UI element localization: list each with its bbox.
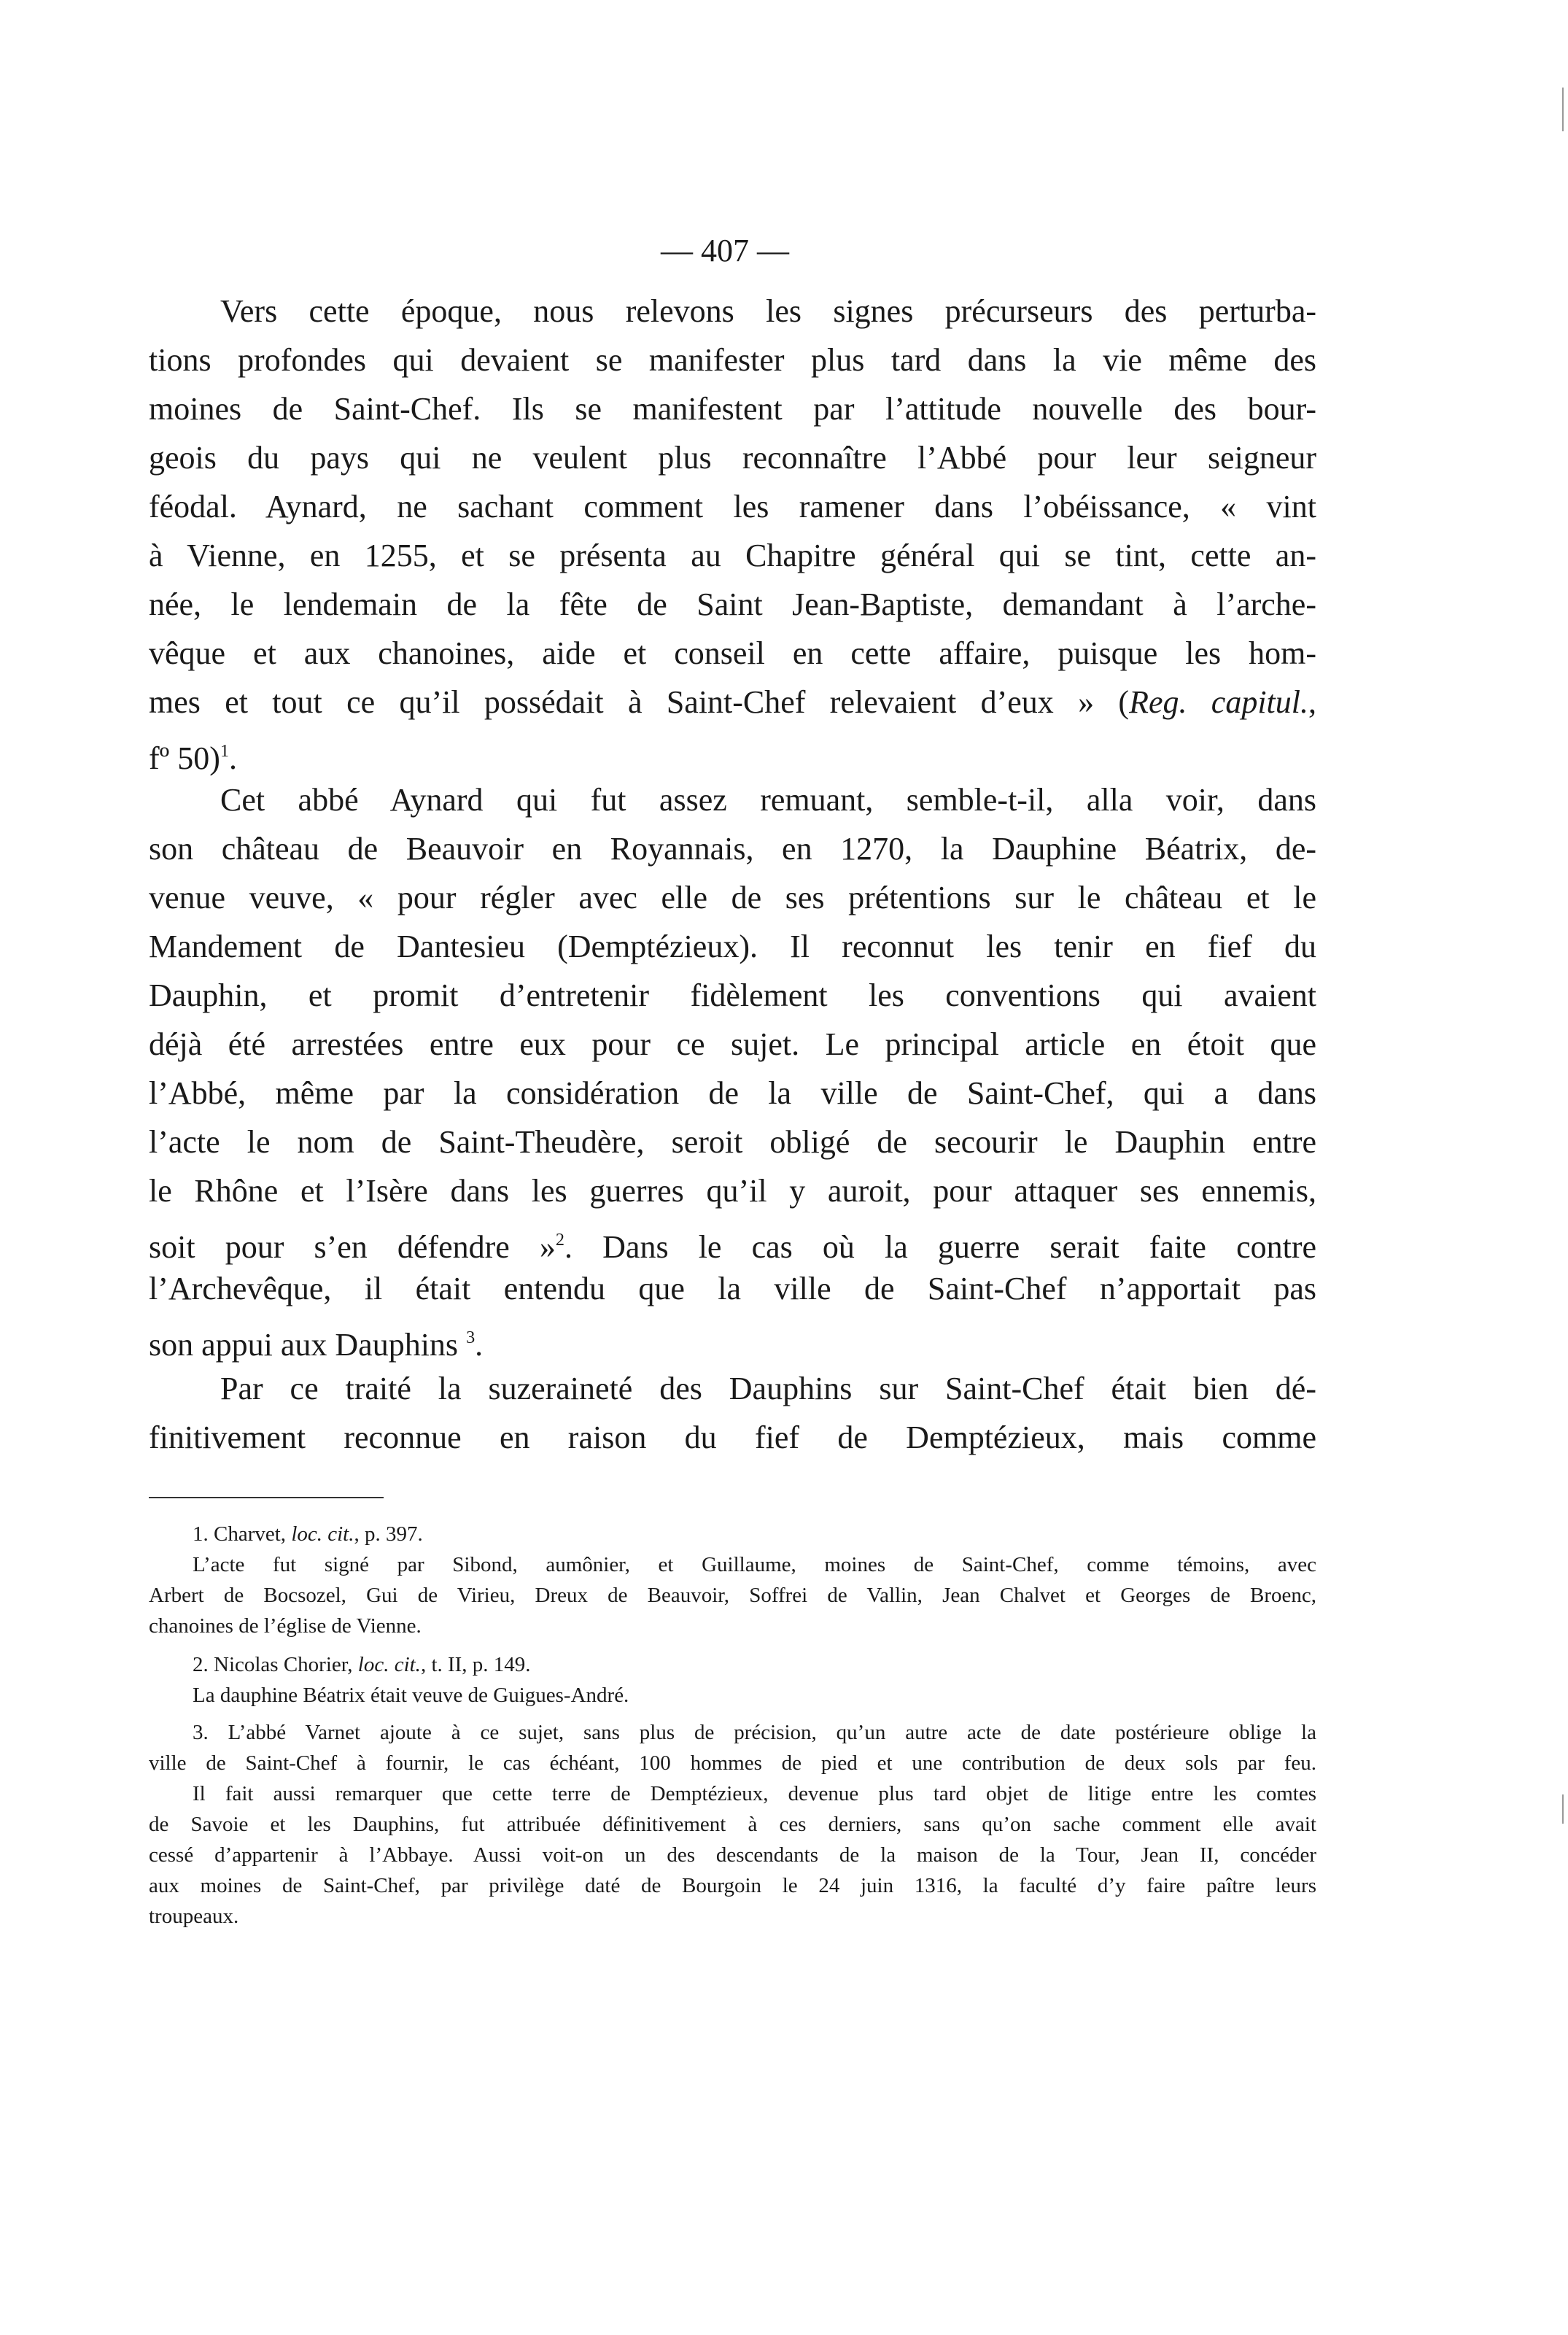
text-line — [149, 1748, 1316, 1778]
text-line — [149, 678, 1316, 727]
text-line — [149, 1264, 1316, 1313]
text-segment: , t. II, p. 149. — [420, 1653, 531, 1676]
italic-text: loc. cit. — [357, 1653, 421, 1676]
text-segment: geois du pays qui ne veulent plus reconnaître l’Abbé pour leur seigneur — [149, 440, 1316, 476]
paragraph — [149, 287, 1316, 775]
text-line — [149, 1717, 1316, 1748]
text-line — [149, 1611, 1316, 1641]
text-line — [149, 1215, 1316, 1264]
page-number: — 407 — — [661, 233, 789, 268]
text-line — [149, 433, 1316, 482]
text-segment: son château de Beauvoir en Royannais, en 1270, la Dauphine Béatrix, de- — [149, 831, 1316, 867]
text-line — [149, 580, 1316, 629]
text-line — [149, 1020, 1316, 1069]
text-line — [149, 1840, 1316, 1870]
text-line — [149, 1870, 1316, 1901]
text-line — [149, 971, 1316, 1020]
text-segment: de Savoie et les Dauphins, fut attribuée définitivement à ces derniers, sans qu’on sache comment elle avait — [149, 1813, 1316, 1836]
text-line — [149, 629, 1316, 678]
text-segment: Vers cette époque, nous relevons les signes précurseurs des perturba- — [220, 293, 1316, 329]
text-line — [149, 1413, 1316, 1462]
text-segment: Par ce traité la suzeraineté des Dauphins sur Saint-Chef était bien dé- — [220, 1371, 1316, 1406]
paragraph — [149, 1364, 1316, 1462]
text-segment: née, le lendemain de la fête de Saint Jean-Baptiste, demandant à l’arche- — [149, 586, 1316, 622]
text-line — [149, 336, 1316, 384]
text-line — [149, 1680, 1316, 1711]
text-segment: Mandement de Dantesieu (Demptézieux). Il reconnut les tenir en fief du — [149, 929, 1316, 964]
footnote-marker: 1 — [220, 741, 230, 761]
text-segment: fº 50) — [149, 740, 220, 776]
text-segment: cessé d’appartenir à l’Abbaye. Aussi voit-on un des descendants de la maison de la Tour, Jean II, concéder — [149, 1843, 1316, 1867]
text-line — [149, 873, 1316, 922]
text-line — [149, 1364, 1316, 1413]
text-segment: venue veuve, « pour régler avec elle de ses prétentions sur le château et le — [149, 880, 1316, 915]
text-segment: , — [1308, 684, 1317, 720]
text-segment: tions profondes qui devaient se manifester plus tard dans la vie même des — [149, 342, 1316, 378]
text-segment: finitivement reconnue en raison du fief de Demptézieux, mais comme — [149, 1420, 1316, 1455]
text-segment: soit pour s’en défendre » — [149, 1228, 556, 1265]
text-line — [149, 1166, 1316, 1215]
text-line — [149, 287, 1316, 336]
text-segment: moines de Saint-Chef. Ils se manifestent par l’attitude nouvelle des bour- — [149, 391, 1316, 427]
text-line — [149, 727, 1316, 775]
scan-edge-mark — [1562, 1794, 1564, 1824]
text-segment: 3. L’abbé Varnet ajoute à ce sujet, sans plus de précision, qu’un autre acte de date postérieure oblige la — [193, 1721, 1316, 1744]
text-segment: L’acte fut signé par Sibond, aumônier, et Guillaume, moines de Saint-Chef, comme témoins, avec — [193, 1553, 1316, 1576]
text-segment: ville de Saint-Chef à fournir, le cas échéant, 100 hommes de pied et une contribution de deux sols par feu. — [149, 1751, 1316, 1775]
footnote-marker: 3 — [466, 1328, 476, 1347]
text-segment: Arbert de Bocsozel, Gui de Virieu, Dreux de Beauvoir, Soffrei de Vallin, Jean Chalvet et Georges de Broenc, — [149, 1584, 1316, 1607]
text-segment: 2. Nicolas Chorier, — [193, 1653, 358, 1676]
text-segment: . — [475, 1326, 484, 1363]
text-segment: l’acte le nom de Saint-Theudère, seroit obligé de secourir le Dauphin entre — [149, 1124, 1316, 1160]
text-segment: 1. Charvet, — [193, 1522, 292, 1546]
footnote — [149, 1519, 1316, 1641]
text-line — [149, 1313, 1316, 1362]
text-segment: son appui aux Dauphins — [149, 1326, 467, 1363]
text-line — [149, 531, 1316, 580]
text-segment: , p. 397. — [354, 1522, 423, 1546]
text-segment: La dauphine Béatrix était veuve de Guigues-André. — [193, 1684, 629, 1707]
footnote — [149, 1717, 1316, 1932]
text-segment: déjà été arrestées entre eux pour ce sujet. Le principal article en étoit que — [149, 1026, 1316, 1062]
text-line — [149, 1901, 1316, 1932]
text-line — [149, 1118, 1316, 1166]
text-segment: l’Abbé, même par la considération de la ville de Saint-Chef, qui a dans — [149, 1075, 1316, 1111]
scan-edge-mark — [1562, 88, 1564, 131]
italic-text: loc. cit. — [291, 1522, 354, 1546]
text-segment: troupeaux. — [149, 1905, 239, 1928]
text-line — [149, 1778, 1316, 1809]
text-line — [149, 1069, 1316, 1118]
text-line — [149, 482, 1316, 531]
text-line — [149, 1809, 1316, 1840]
paragraph — [149, 775, 1316, 1362]
text-line — [149, 1549, 1316, 1580]
text-segment: Cet abbé Aynard qui fut assez remuant, semble-t-il, alla voir, dans — [220, 782, 1316, 818]
text-segment: Il fait aussi remarquer que cette terre de Demptézieux, devenue plus tard objet de litige entre les comtes — [193, 1782, 1316, 1805]
text-line — [149, 1519, 1316, 1549]
text-line — [149, 922, 1316, 971]
footnote — [149, 1649, 1316, 1711]
footnote-marker: 2 — [555, 1230, 565, 1250]
text-segment: chanoines de l’église de Vienne. — [149, 1614, 422, 1638]
footnote-divider — [149, 1497, 384, 1498]
text-line — [149, 1580, 1316, 1611]
text-line — [149, 384, 1316, 433]
text-segment: féodal. Aynard, ne sachant comment les ramener dans l’obéissance, « vint — [149, 489, 1316, 524]
text-segment: à Vienne, en 1255, et se présenta au Chapitre général qui se tint, cette an- — [149, 538, 1316, 573]
text-segment: aux moines de Saint-Chef, par privilège daté de Bourgoin le 24 juin 1316, la faculté d’y faire paître leurs — [149, 1874, 1316, 1897]
text-segment: mes et tout ce qu’il possédait à Saint-Chef relevaient d’eux » ( — [149, 684, 1130, 720]
text-segment: . Dans le cas où la guerre serait faite contre — [564, 1228, 1316, 1265]
text-line — [149, 775, 1316, 824]
text-segment: Dauphin, et promit d’entretenir fidèlement les conventions qui avaient — [149, 977, 1316, 1013]
text-line — [149, 824, 1316, 873]
text-segment: vêque et aux chanoines, aide et conseil en cette affaire, puisque les hom- — [149, 635, 1316, 671]
text-segment: le Rhône et l’Isère dans les guerres qu’il y auroit, pour attaquer ses ennemis, — [149, 1173, 1316, 1209]
italic-text: Reg. capitul. — [1129, 684, 1309, 720]
text-segment: l’Archevêque, il était entendu que la ville de Saint-Chef n’apportait pas — [149, 1271, 1316, 1306]
text-line — [149, 1649, 1316, 1680]
text-segment: . — [229, 740, 238, 776]
